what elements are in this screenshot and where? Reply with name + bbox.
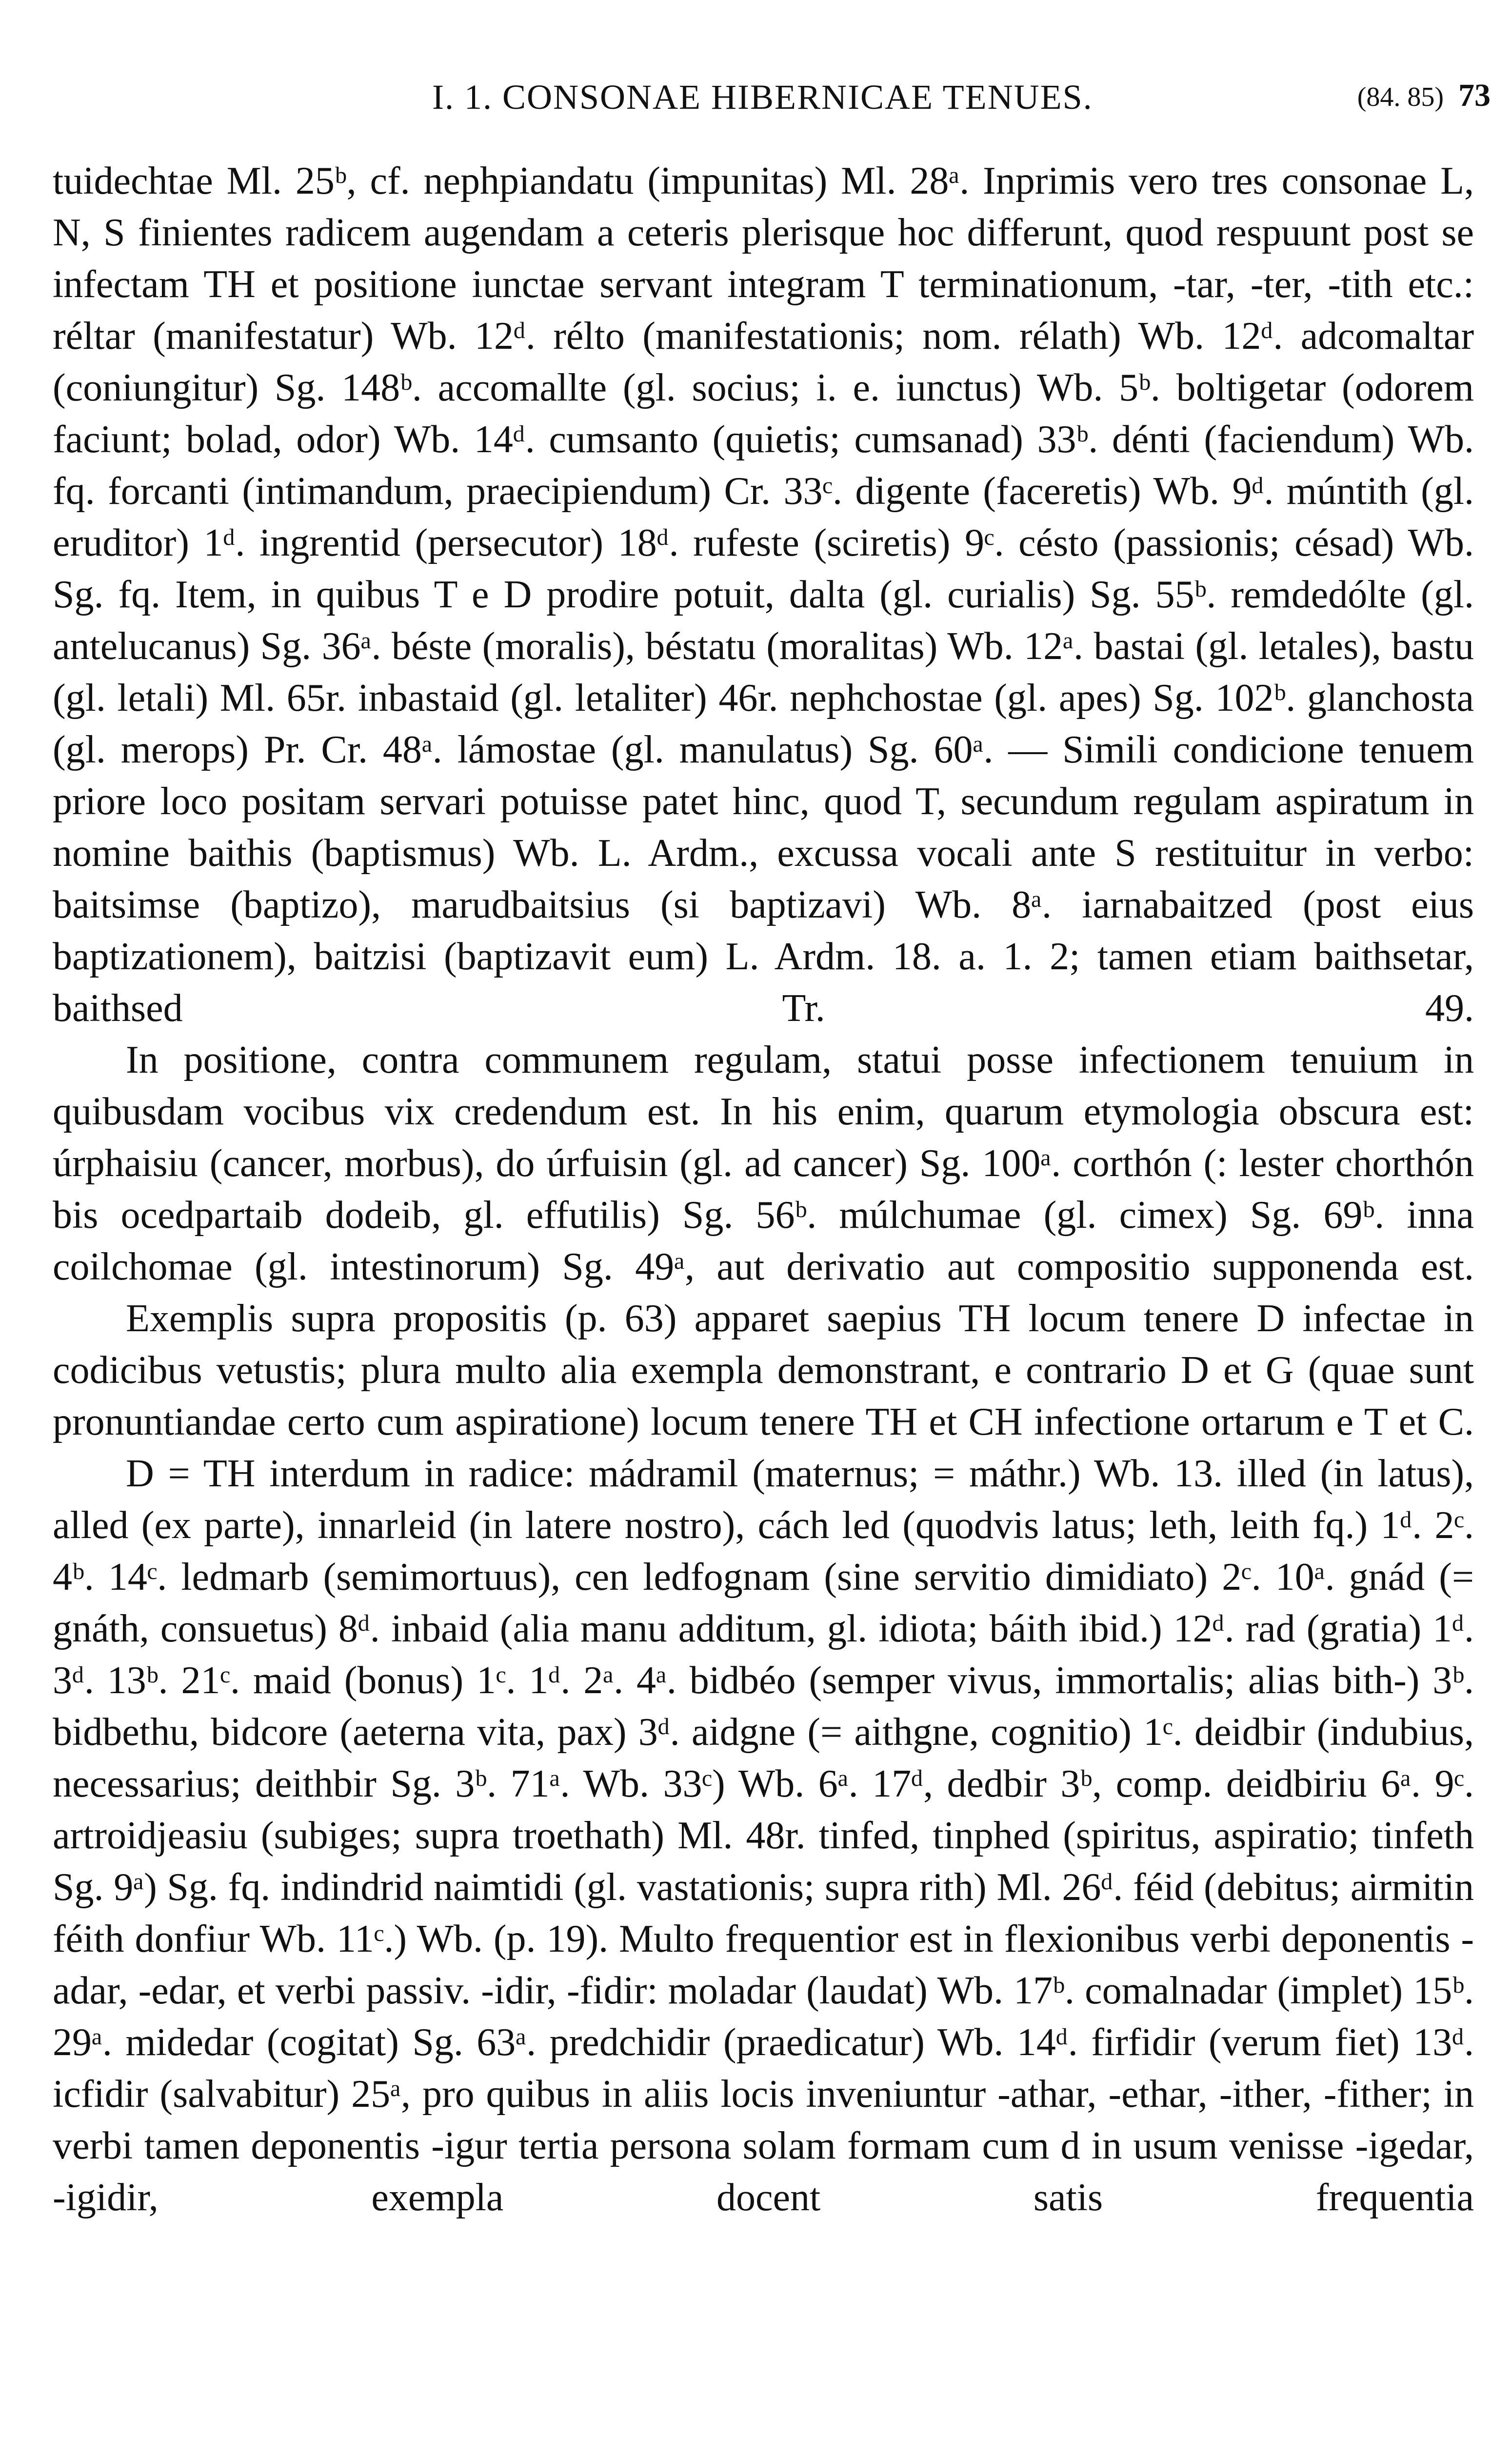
- running-header: [130, 63, 1491, 137]
- section-reference: (84. 85): [1357, 82, 1444, 112]
- paragraph: Exemplis supra propositis (p. 63) apparet saepius TH locum tenere D infectae in codicibus vetustis; plura multo alia exempla demonstrant, e contrario D et G (quae sunt pronuntiandae certo cum aspiratione) locum tenere TH et CH infectione ortarum e T et C.: [53, 1297, 1474, 1443]
- body-text: [53, 155, 1474, 2223]
- header-title: I. 1. CONSONAE HIBERNICAE TENUES.: [432, 78, 1093, 117]
- header-right: [1357, 77, 1491, 114]
- paragraph: In positione, contra communem regulam, statui posse infectionem tenuium in quibusdam vocibus vix credendum est. In his enim, quarum etymologia obscura est: úrphaisiu (cancer, morbus), do úrfuisin (gl. ad cancer) Sg. 100ᵃ. corthón (: lester chorthón bis ocedpartaib dodeib, gl. effutilis) Sg. 56ᵇ. múlchumae (gl. cimex) Sg. 69ᵇ. inna coilchomae (gl. intestinorum) Sg. 49ᵃ, aut derivatio aut compositio supponenda est.: [53, 1039, 1474, 1288]
- paragraph: D = TH interdum in radice: mádramil (maternus; = máthr.) Wb. 13. illed (in latus), alled (ex parte), innarleid (in latere nostro), cách led (quodvis latus; leth, leith fq.) 1ᵈ. 2ᶜ. 4ᵇ. 14ᶜ. ledmarb (semimortuus), cen ledfognam (sine servitio dimidiato) 2ᶜ. 10ᵃ. gnád (= gnáth, consuetus) 8ᵈ. inbaid (alia manu additum, gl. idiota; báith ibid.) 12ᵈ. rad (gratia) 1ᵈ. 3ᵈ. 13ᵇ. 21ᶜ. maid (bonus) 1ᶜ. 1ᵈ. 2ᵃ. 4ᵃ. bidbéo (semper vivus, immortalis; alias bith-) 3ᵇ. bidbethu, bidcore (aeterna vita, pax) 3ᵈ. aidgne (= aithgne, cognitio) 1ᶜ. deidbir (indubius, necessarius; deithbir Sg. 3ᵇ. 71ᵃ. Wb. 33ᶜ) Wb. 6ᵃ. 17ᵈ, dedbir 3ᵇ, comp. deidbiriu 6ᵃ. 9ᶜ. artroidjeasiu (subiges; supra troethath) Ml. 48r. tinfed, tinphed (spiritus, aspiratio; tinfeth Sg. 9ᵃ) Sg. fq. indindrid naimtidi (gl. vastationis; supra rith) Ml. 26ᵈ. féid (debitus; airmitin féith donfiur Wb. 11ᶜ.) Wb. (p. 19). Multo frequentior est in flexionibus verbi deponentis -adar, -edar, et verbi passiv. -idir, -fidir: moladar (laudat) Wb. 17ᵇ. comalnadar (implet) 15ᵇ. 29ᵃ. midedar (cogitat) Sg. 63ᵃ. predchidir (praedicatur) Wb. 14ᵈ. firfidir (verum fiet) 13ᵈ. icfidir (salvabitur) 25ᵃ, pro quibus in aliis locis inveniuntur -athar, -ethar, -ither, -fither; in verbi tamen deponentis -igur tertia persona solam formam cum d in usum venisse -igedar, -igidir, exempla docent satis frequentia: [53, 1452, 1474, 2219]
- paragraph: tuidechtae Ml. 25ᵇ, cf. nephpiandatu (impunitas) Ml. 28ᵃ. Inprimis vero tres consonae L, N, S finientes radicem augendam a ceteris plerisque hoc differunt, quod respuunt post se infectam TH et positione iunctae servant integram T terminationum, -tar, -ter, -tith etc.: réltar (manifestatur) Wb. 12ᵈ. rélto (manifestationis; nom. rélath) Wb. 12ᵈ. adcomaltar (coniungitur) Sg. 148ᵇ. accomallte (gl. socius; i. e. iunctus) Wb. 5ᵇ. boltigetar (odorem faciunt; bolad, odor) Wb. 14ᵈ. cumsanto (quietis; cumsanad) 33ᵇ. dénti (faciendum) Wb. fq. forcanti (intimandum, praecipiendum) Cr. 33ᶜ. digente (faceretis) Wb. 9ᵈ. múntith (gl. eruditor) 1ᵈ. ingrentid (persecutor) 18ᵈ. rufeste (sciretis) 9ᶜ. césto (passionis; césad) Wb. Sg. fq. Item, in quibus T e D prodire potuit, dalta (gl. curialis) Sg. 55ᵇ. remdedólte (gl. antelucanus) Sg. 36ᵃ. béste (moralis), béstatu (moralitas) Wb. 12ᵃ. bastai (gl. letales), bastu (gl. letali) Ml. 65r. inbastaid (gl. letaliter) 46r. nephchostae (gl. apes) Sg. 102ᵇ. glanchosta (gl. merops) Pr. Cr. 48ᵃ. lámostae (gl. manulatus) Sg. 60ᵃ. — Simili condicione tenuem priore loco positam servari potuisse patet hinc, quod T, secundum regulam aspiratum in nomine baithis (baptismus) Wb. L. Ardm., excussa vocali ante S restituitur in verbo: baitsimse (baptizo), marudbaitsius (si baptizavi) Wb. 8ᵃ. iarnabaitzed (post eius baptizationem), baitzisi (baptizavit eum) L. Ardm. 18. a. 1. 2; tamen etiam baithsetar, baithsed Tr. 49.: [53, 160, 1474, 1030]
- page-number: 73: [1458, 78, 1491, 113]
